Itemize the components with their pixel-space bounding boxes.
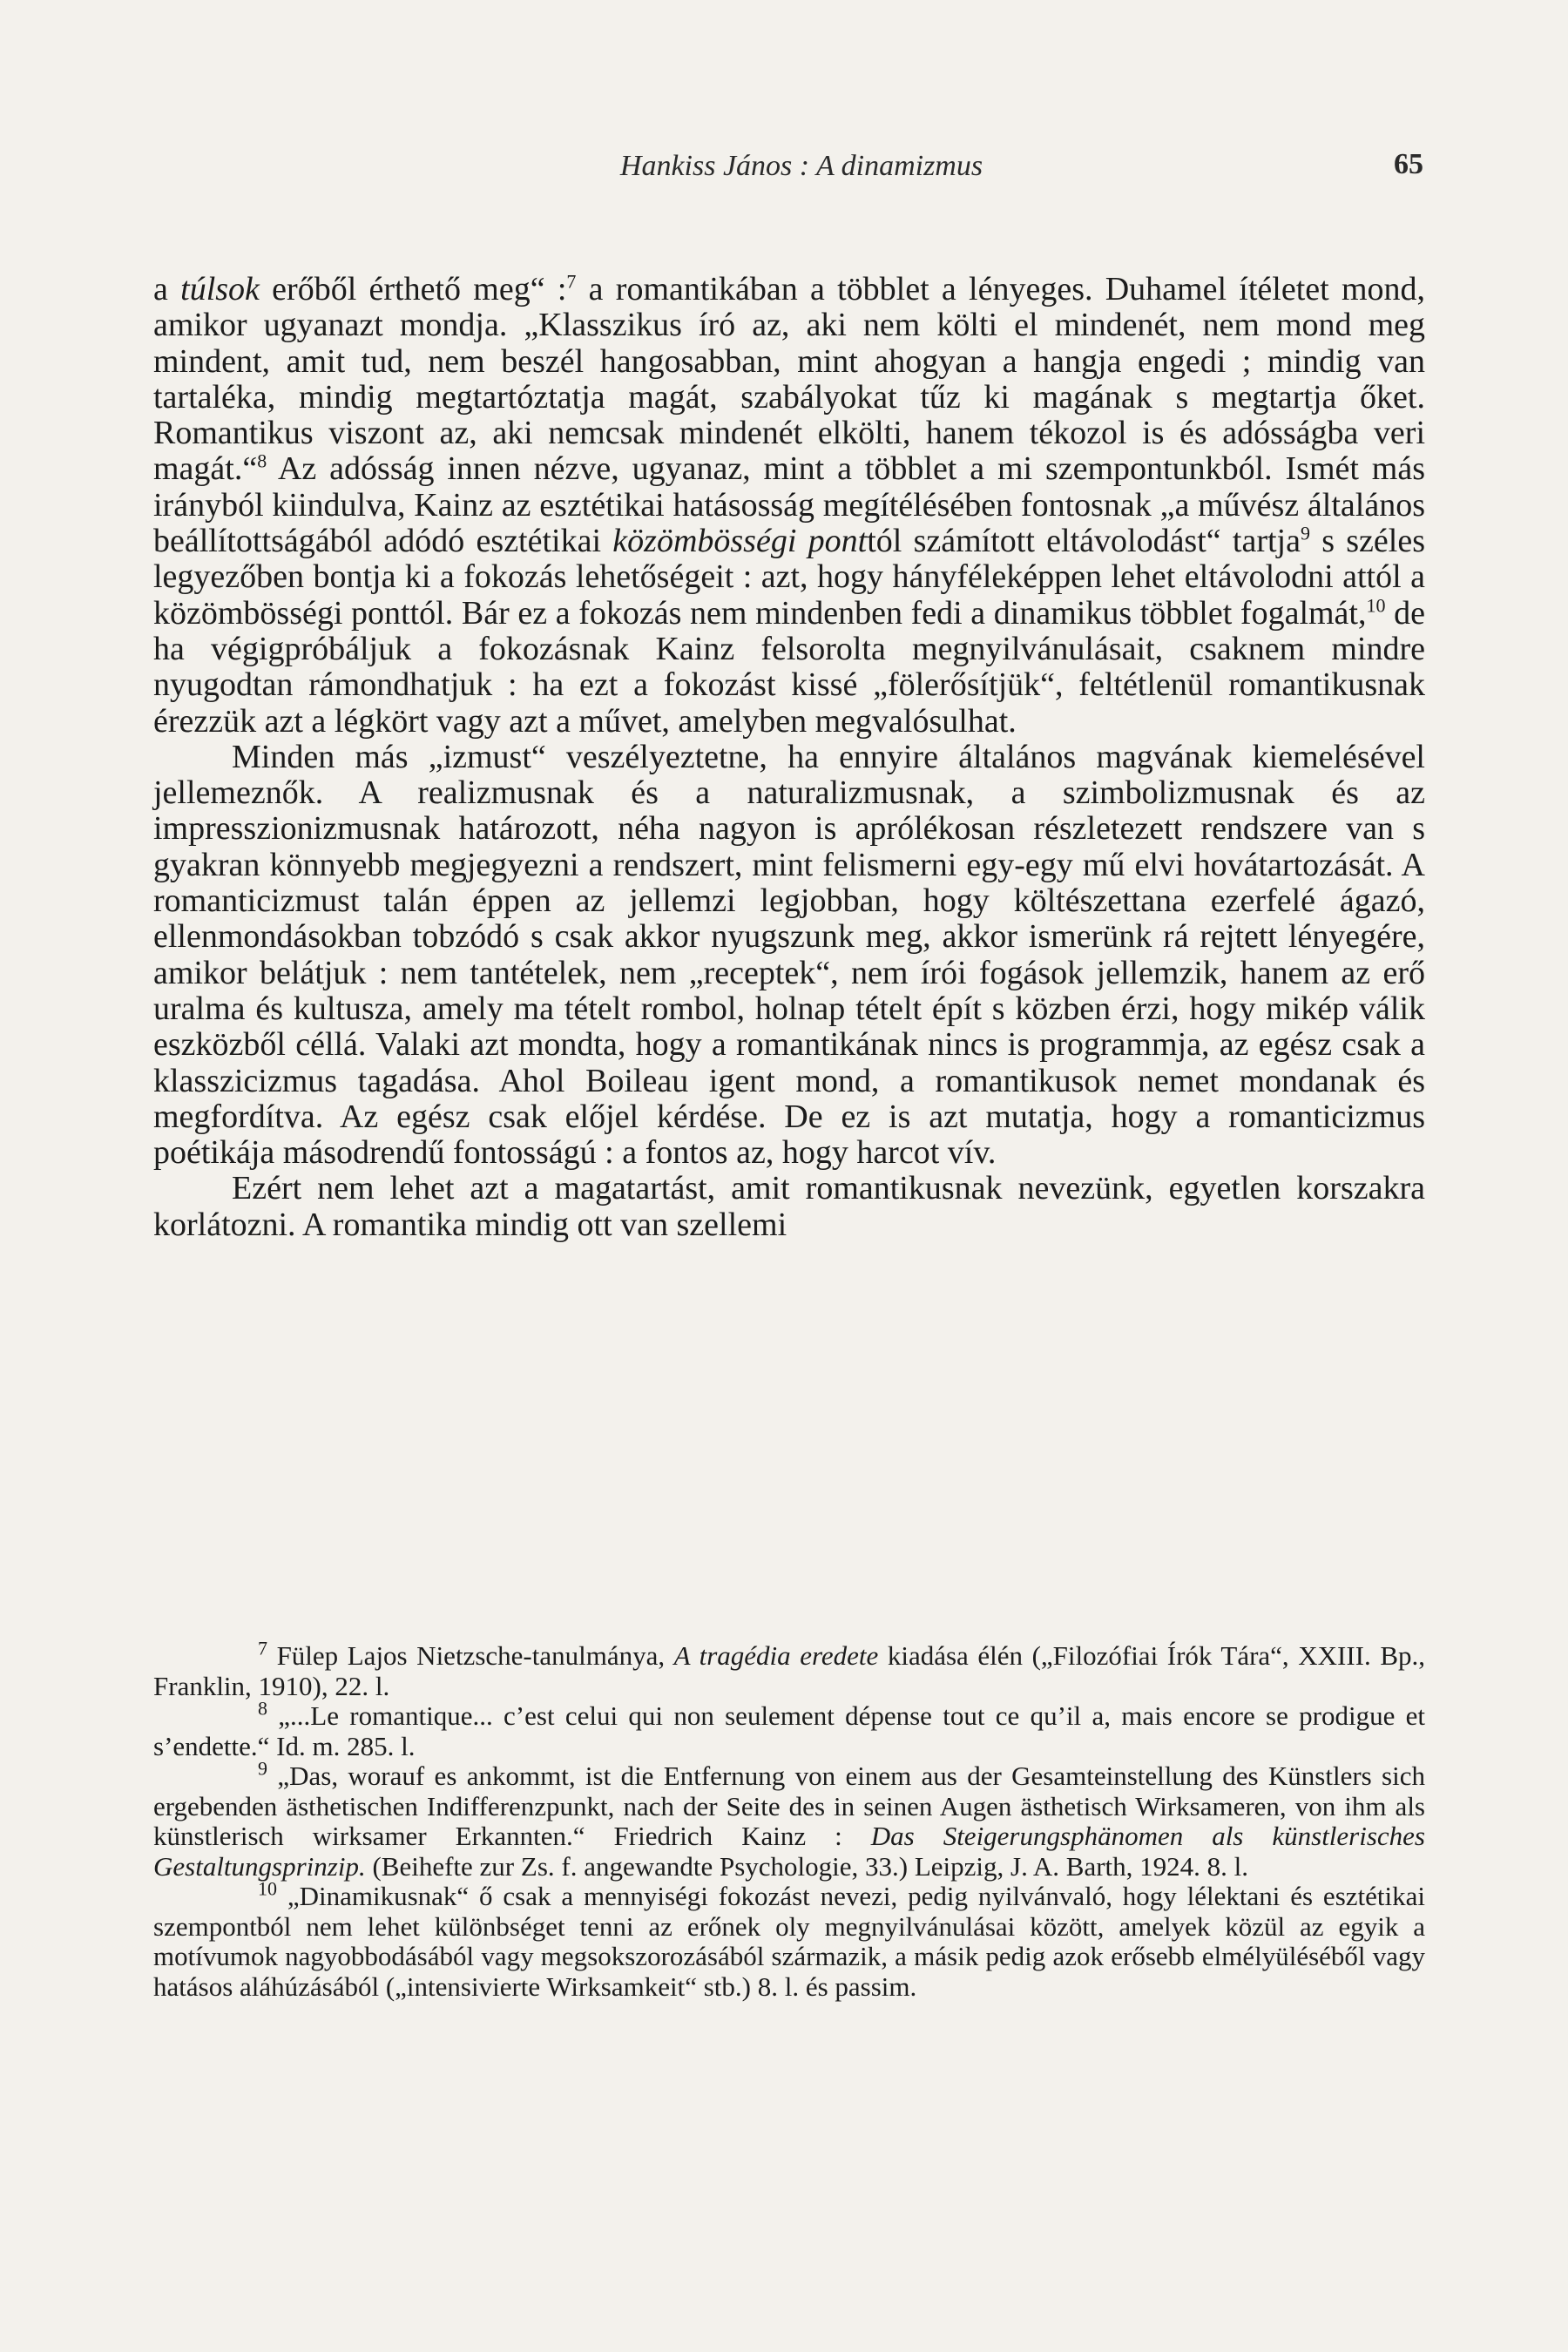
footnote-9 [153,1757,1425,1882]
footnote-ref-10: 10 [1366,594,1386,617]
paragraph-2: Minden más „izmust“ veszélyeztetne, ha ennyire általános magvának kiemelésével jellemeznők. A realizmusnak és a naturalizmusnak, a szimbolizmusnak és az impresszionizmusnak határozott, néha nagyon is aprólékosan részletezett rendszere van s gyakran könnyebb megjegyezni a rendszert, mint felismerni egy-egy mű elvi hovátartozását. A romanticizmust talán éppen az jellemzi legjobban, hogy költészettana ezerfelé ágazó, ellenmondásokban tobzódó s csak akkor nyugszunk meg, akkor ismerünk rá rejtett lényegére, amikor belátjuk : nem tantételek, nem „receptek“, nem írói fogások jellemzik, hanem az erő uralma és kultusza, amely ma tételt rombol, holnap tételt épít s közben érzi, hogy mikép válik eszközből céllá. Valaki azt mondta, hogy a romantikának nincs is programmja, az egész csak a klasszicizmus tagadása. Ahol Boileau igent mond, a romantikusok nemet mondanak és megfordítva. Az egész csak előjel kérdése. De ez is azt mutatja, hogy a romanticizmus poétikája másodrendű fontosságú : a fontos az, hogy harcot vív. [153,738,1425,1172]
footnote-ref-7: 7 [566,270,577,293]
text-run: Fülep Lajos Nietzsche-tanulmánya, [267,1640,674,1671]
text-run: Az adósság innen nézve, ugyanaz, mint a többlet a mi szempontunkból. Ismét más irányból kiindulva, Kainz az esztétikai hatásosság megítélésében fontosnak „a művész általános beállítottságából adódó esztétikai [153,450,1425,560]
footnote-number: 10 [258,1877,277,1900]
paragraph-3: Ezért nem lehet azt a magatartást, amit romantikusnak nevezünk, egyetlen korszakra korlátozni. A romantika mindig ott van szellemi [153,1170,1425,1243]
text-run: tól számított eltávolodást“ tartja [867,523,1301,560]
paragraph-1 [153,272,1425,740]
footnotes [153,1637,1425,2002]
text-run: „Das, worauf es ankommt, ist die Entfernung von einem aus der Gesamteinstellung des Künstlers sich ergebenden ästhetischen Indifferenzpunkt, nach der Seite des in seinen Augen ästhetisch Wirksameren, von ihm als künstlerisch wirksamer Erkannten.“ Friedrich Kainz : [153,1761,1425,1851]
text-run: „...Le romantique... c’est celui qui non seulement dépense tout ce qu’il a, mais encore se prodigue et s’endette.“ Id. m. 285. l. [153,1700,1425,1761]
emphasis: A tragédia eredete [673,1640,879,1671]
running-header: Hankiss János : A dinamizmus [619,150,983,182]
footnote-8 [153,1697,1425,1761]
footnote-ref-9: 9 [1300,522,1310,544]
text-run: s széles legyezőben bontja ki a fokozás lehetőségeit : azt, hogy hányféleképpen lehet eltávolodni attól a közömbösségi ponttól. Bár ez a fokozás nem mindenben fedi a dinamikus többlet fogalmát, [153,523,1426,632]
text-run: „Dinamikusnak“ ő csak a mennyiségi fokozást nevezi, pedig nyilvánvaló, hogy lélektani és esztétikai szempontból nem lehet különbséget tenni az erőnek oly megnyilvánulásai között, amelyek közül az egyik a motívumok nagyobbodásából vagy megsokszorozásából származik, a másik pedig azok erősebb elmélyüléséből vagy hatásos aláhúzásából („intensivierte Wirksamkeit“ stb.) 8. l. és passim. [153,1881,1425,2002]
page-number: 65 [1394,148,1423,180]
text-run: de ha végigpróbáljuk a fokozásnak Kainz felsorolta megnyilvánulásait, csaknem mindre nyugodtan rámondhatjuk : ha ezt a fokozást kissé „fölerősítjük“, feltétlenül romantikusnak érezzük azt a légkört vagy azt a művet, amelyben megvalósulhat. [153,594,1425,740]
main-text [153,272,1425,1243]
footnote-number: 9 [258,1757,267,1780]
text-run: (Beihefte zur Zs. f. angewandte Psychologie, 33.) Leipzig, J. A. Barth, 1924. 8. l. [365,1850,1249,1882]
text-run: a romantikában a többlet a lényeges. Duhamel ítéletet mond, amikor ugyanazt mondja. „Klasszikus író az, aki nem költi el mindenét, nem mond meg mindent, amit tud, nem beszél hangosabban, mint ahogyan a hangja engedi ; mindig van tartaléka, mindig megtartóztatja magát, szabályokat tűz ki magának s megtartja őket. Romantikus viszont az, aki nemcsak mindenét elkölti, hanem tékozol is és adósságba veri magát.“ [153,271,1425,488]
emphasis: túlsok [180,271,260,308]
footnote-number: 7 [258,1637,267,1659]
emphasis: Das Steigerungsphänomen als künstlerisches Gestaltungsprinzip. [153,1821,1425,1882]
footnote-7 [153,1637,1425,1701]
footnote-10 [153,1877,1425,2002]
emphasis: közömbösségi pont [612,523,868,560]
footnote-number: 8 [258,1697,267,1720]
footnote-ref-8: 8 [257,449,267,472]
text-run: kiadása élén („Filozófiai Írók Tára“, XXIII. Bp., Franklin, 1910), 22. l. [153,1640,1425,1701]
text-run: erőből érthető meg“ : [259,271,567,308]
text-run: a [153,271,181,308]
